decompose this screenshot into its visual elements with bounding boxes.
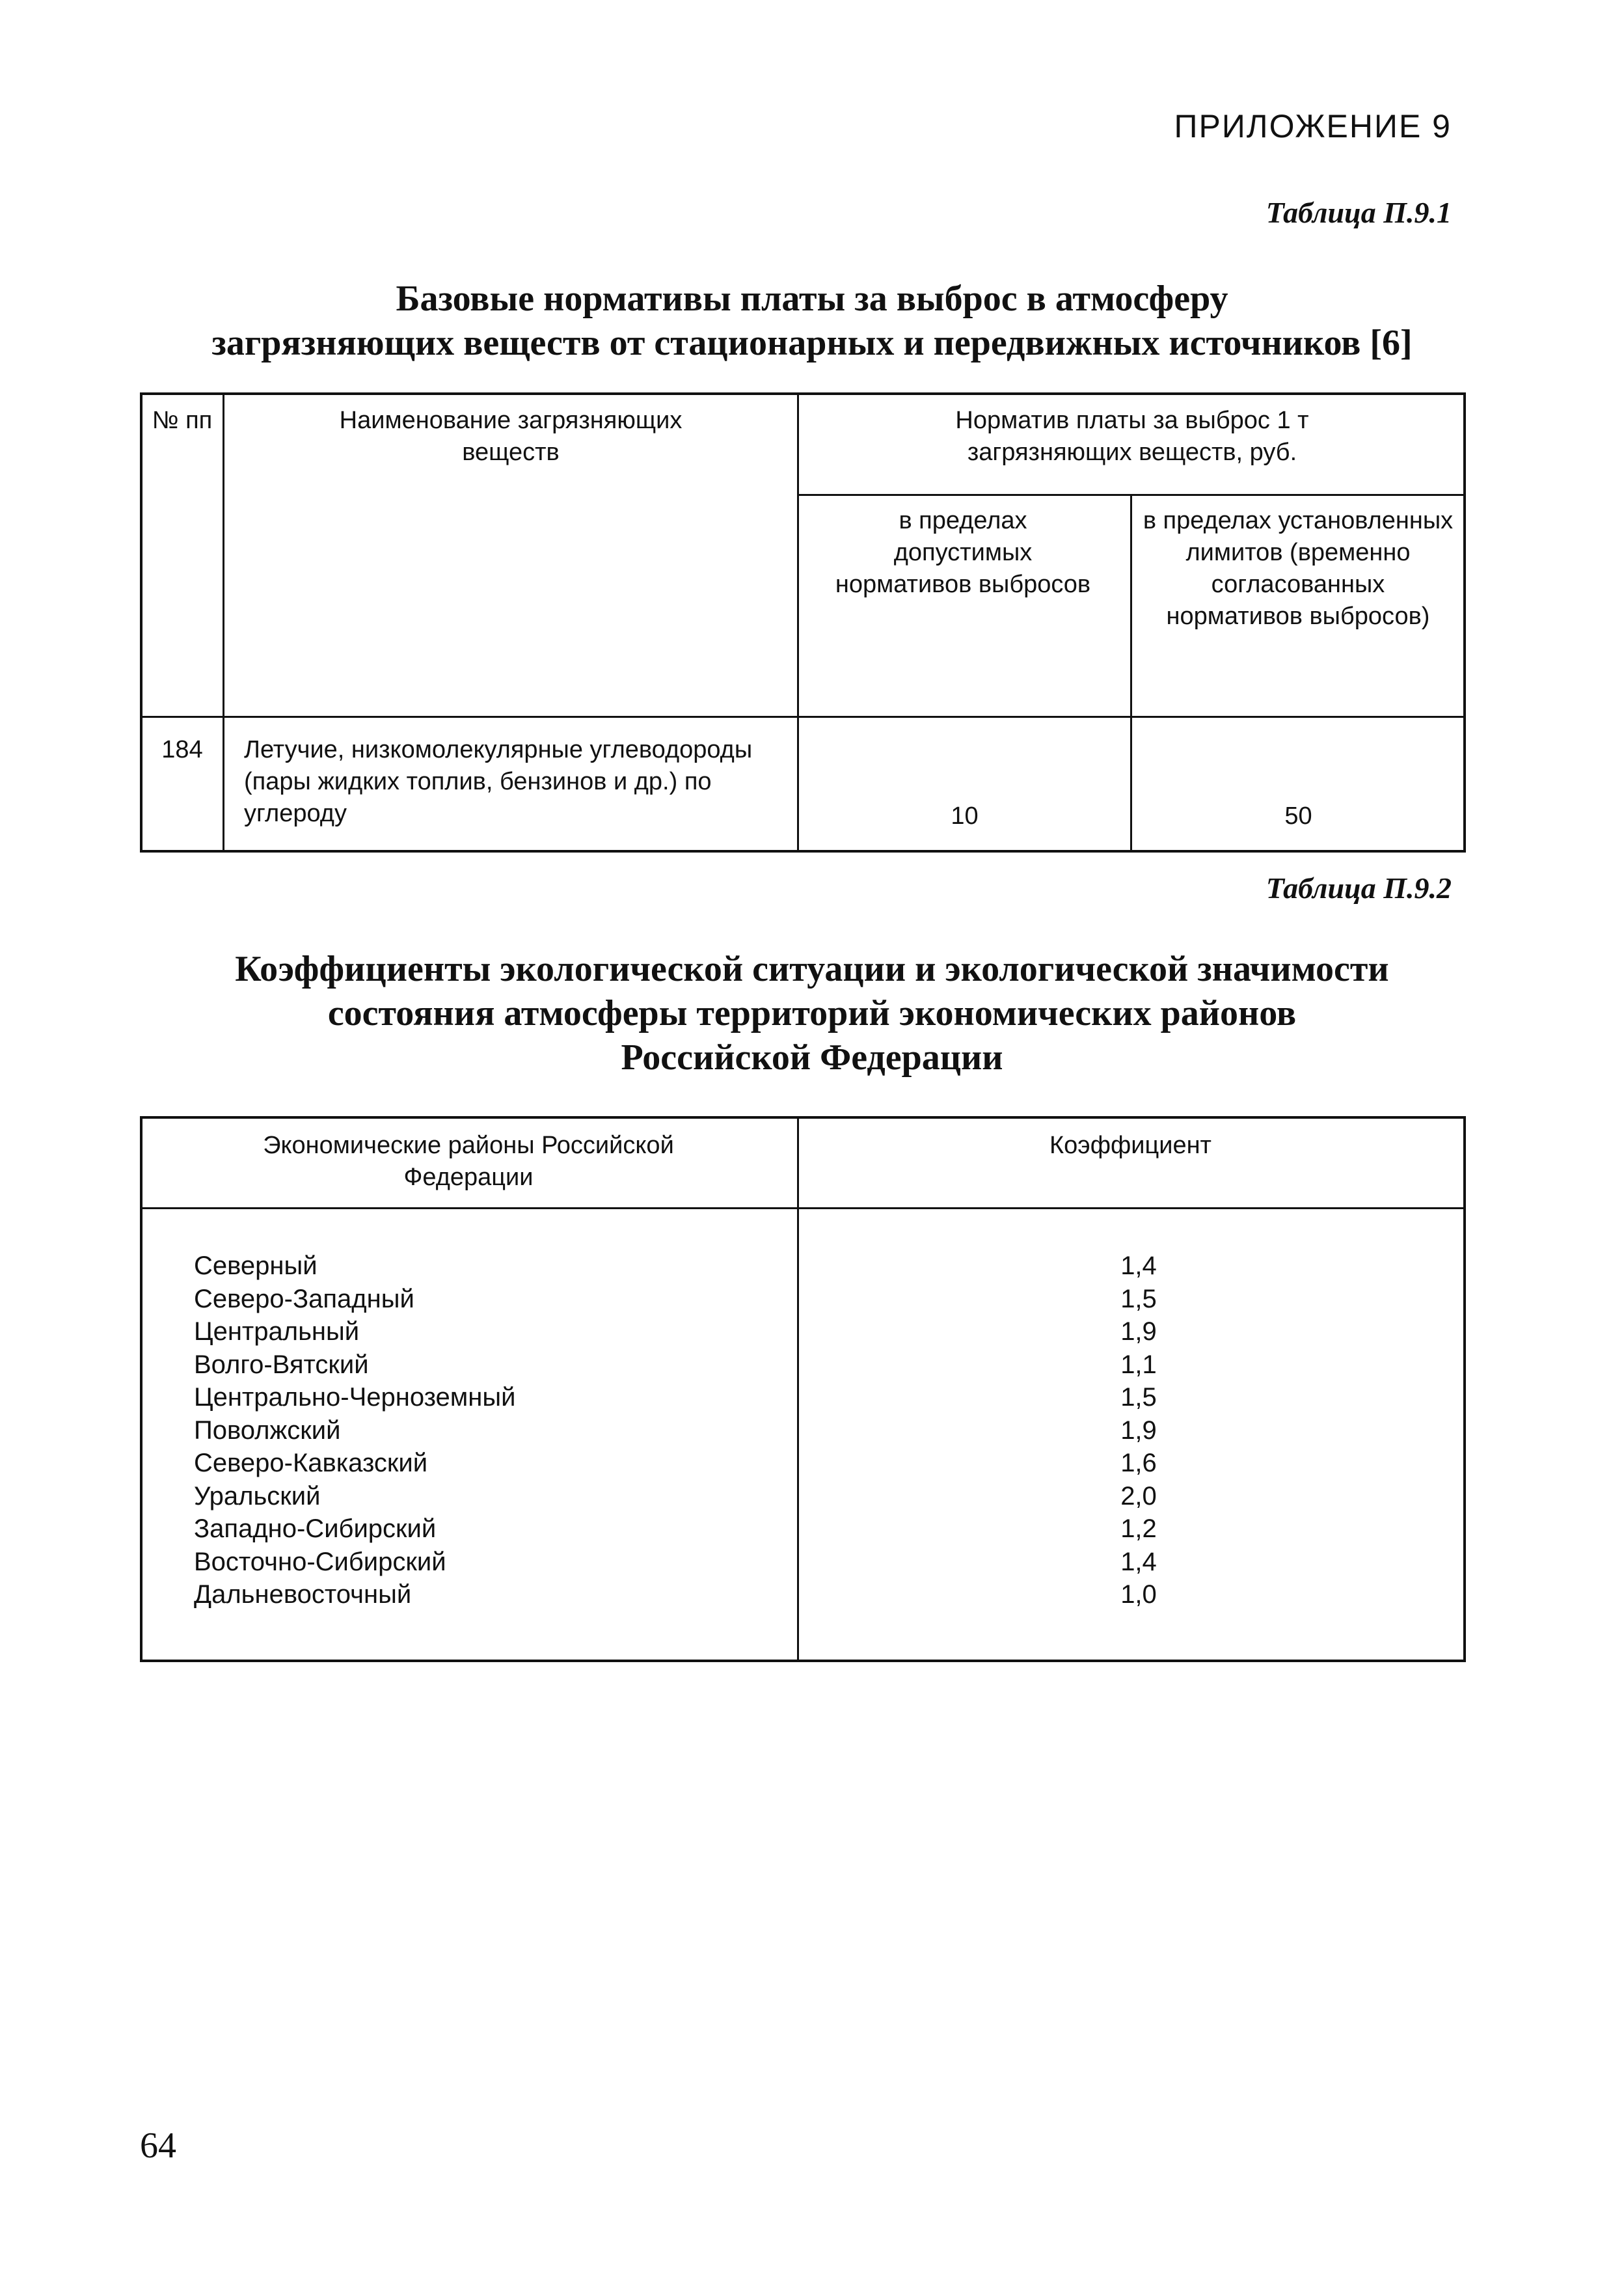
table2-border-left [140, 1116, 142, 1662]
coefficient-value: 1,0 [1120, 1580, 1157, 1609]
header-norm: Норматив платы за выброс 1 т загрязняющих веществ, руб. [955, 407, 1309, 466]
table1-title-line1: Базовые нормативы платы за выброс в атмосферу [396, 279, 1228, 319]
coefficient-value: 1,4 [1120, 1547, 1157, 1576]
coefficient-list [1100, 1250, 1178, 1611]
table2-border-bottom [140, 1660, 1466, 1662]
table1-divider [797, 392, 799, 853]
table1-border-top [140, 392, 1466, 395]
table2-divider [797, 1116, 799, 1662]
row-limits-value: 50 [1284, 802, 1312, 830]
coefficient-value: 1,5 [1120, 1284, 1157, 1313]
header-within-permissible: в пределах допустимых нормативов выбросов [835, 507, 1091, 598]
region-name: Центрально-Черноземный [194, 1383, 516, 1412]
region-name: Центральный [194, 1317, 360, 1346]
region-list [194, 1250, 515, 1611]
region-name: Северный [194, 1251, 318, 1280]
table2-title-line1: Коэффициенты экологической ситуации и экологической значимости [235, 949, 1389, 989]
header-within-limits: в пределах установленных лимитов (временно согласованных нормативов выбросов) [1143, 507, 1454, 630]
coefficient-value: 1,6 [1120, 1449, 1157, 1477]
table2-caption: Таблица П.9.2 [1265, 871, 1452, 905]
coefficient-value: 2,0 [1120, 1481, 1157, 1511]
table1-border-left [140, 392, 142, 853]
table2-title-line3: Российской Федерации [621, 1037, 1003, 1078]
region-name: Северо-Кавказский [194, 1449, 428, 1477]
row-num: 184 [161, 736, 203, 763]
coefficient-value: 1,9 [1120, 1317, 1157, 1346]
region-name: Северо-Западный [194, 1284, 414, 1313]
region-name: Восточно-Сибирский [194, 1547, 446, 1576]
table1-caption: Таблица П.9.1 [1265, 196, 1452, 229]
table1-border-right [1463, 392, 1466, 853]
table1-border-bottom [140, 850, 1466, 853]
table2-title-line2: состояния атмосферы территорий экономических районов [327, 993, 1297, 1033]
coefficient-value: 1,4 [1120, 1251, 1157, 1280]
table1-divider [223, 392, 224, 853]
table2-title [0, 947, 1624, 1080]
region-name: Дальневосточный [194, 1580, 412, 1609]
page-number: 64 [140, 2126, 176, 2166]
region-name: Волго-Вятский [194, 1350, 369, 1379]
table1-divider [797, 494, 1466, 496]
region-name: Уральский [194, 1481, 321, 1511]
table1-divider [140, 716, 1466, 718]
header-num: № пп [152, 407, 213, 434]
table2-border-right [1463, 1116, 1466, 1662]
region-name: Западно-Сибирский [194, 1514, 437, 1543]
region-name: Поволжский [194, 1415, 341, 1445]
appendix-heading: ПРИЛОЖЕНИЕ 9 [1174, 108, 1452, 144]
header-region: Экономические районы Российской Федерации [263, 1132, 674, 1191]
table1-title-line2: загрязняющих веществ от стационарных и передвижных источников [6] [211, 323, 1413, 363]
coefficient-value: 1,9 [1120, 1415, 1157, 1445]
header-substance-name: Наименование загрязняющих веществ [339, 407, 683, 466]
table1-title [0, 277, 1624, 365]
coefficient-value: 1,5 [1120, 1383, 1157, 1412]
coefficient-value: 1,1 [1120, 1350, 1157, 1379]
coefficient-value: 1,2 [1120, 1514, 1157, 1543]
table2-border-top [140, 1116, 1466, 1119]
table1-divider [1130, 495, 1132, 853]
table2-divider [140, 1207, 1466, 1209]
row-substance-name: Летучие, низкомолекулярные углеводороды (пары жидких топлив, бензинов и др.) по углероду [244, 736, 753, 827]
header-coefficient: Коэффициент [1049, 1132, 1211, 1159]
row-permissible-value: 10 [951, 802, 979, 830]
